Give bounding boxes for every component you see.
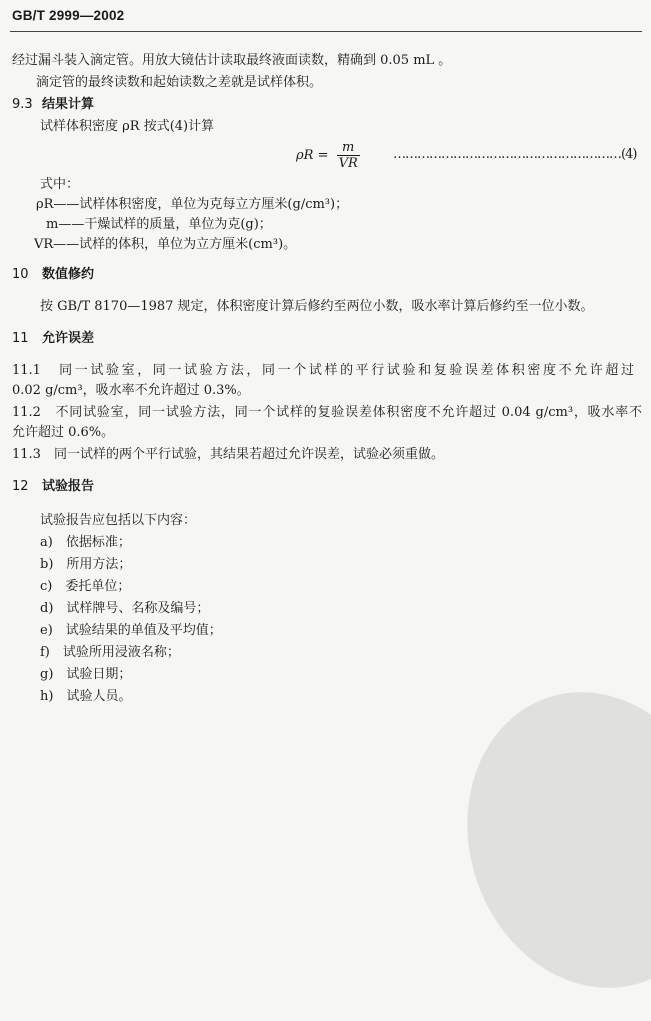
equation-numerator: m	[342, 140, 355, 155]
where-label: 式中：	[40, 177, 80, 192]
clause-11-1-line-2: 0.02 g/cm³，吸水率不允许超过 0.3%。	[12, 383, 250, 398]
def-mass: m——干燥试样的质量，单位为克(g)；	[46, 217, 272, 232]
rounding-text: 按 GB/T 8170—1987 规定，体积密度计算后修约至两位小数，吸水率计算后修约至一位小数。	[40, 299, 594, 314]
section-title: 结果计算	[42, 97, 95, 112]
section-11-heading	[12, 330, 94, 348]
report-item: a) 依据标准；	[40, 535, 131, 550]
def-volume: VR——试样的体积，单位为立方厘米(cm³)。	[34, 237, 297, 252]
report-item: d) 试样牌号、名称及编号；	[40, 601, 210, 616]
intro-line-2: 滴定管的最终读数和起始读数之差就是试样体积。	[36, 75, 323, 90]
report-intro: 试验报告应包括以下内容：	[40, 513, 197, 528]
header-divider	[10, 31, 642, 32]
section-number: 10	[12, 267, 29, 282]
section-12-heading	[12, 478, 94, 496]
report-item: b) 所用方法；	[40, 557, 132, 572]
section-9-3-heading	[12, 96, 94, 114]
equation-4	[296, 140, 360, 171]
section-number: 11	[12, 331, 29, 346]
intro-line-1: 经过漏斗装入滴定管。用放大镜估计读取最终液面读数，精确到 0.05 mL 。	[12, 53, 452, 68]
clause-11-3: 11.3 同一试样的两个平行试验，其结果若超过允许误差，试验必须重做。	[12, 447, 444, 462]
report-item: e) 试验结果的单值及平均值；	[40, 623, 222, 638]
equation-number: …………………………………………………(4)	[393, 147, 637, 162]
section-10-heading	[12, 266, 94, 284]
section-number: 12	[12, 479, 29, 494]
report-item: h) 试验人员。	[40, 689, 132, 704]
equation-lhs: ρR =	[296, 148, 329, 163]
report-item: f) 试验所用浸液名称；	[40, 645, 180, 660]
equation-denominator: VR	[338, 156, 358, 171]
clause-11-1-line-1: 11.1 同一试验室，同一试验方法，同一个试样的平行试验和复验误差体积密度不允许超过	[12, 363, 634, 378]
section-title: 允许误差	[42, 331, 95, 346]
section-title: 数值修约	[42, 267, 95, 282]
watermark-seal-icon	[430, 659, 651, 1021]
clause-11-2-line-1: 11.2 不同试验室，同一试验方法，同一个试样的复验误差体积密度不允许超过 0.04 g/cm³，吸水率不	[12, 405, 642, 420]
section-number: 9.3	[12, 97, 33, 112]
report-item: c) 委托单位；	[40, 579, 131, 594]
calc-intro: 试样体积密度 ρR 按式(4)计算	[40, 119, 215, 134]
equation-fraction	[337, 140, 360, 171]
section-title: 试验报告	[42, 479, 95, 494]
clause-11-2-line-2: 允许超过 0.6%。	[12, 425, 115, 440]
standard-code-header: GB/T 2999—2002	[12, 8, 125, 23]
def-density: ρR——试样体积密度，单位为克每立方厘米(g/cm³)；	[36, 197, 349, 212]
report-item: g) 试验日期；	[40, 667, 132, 682]
